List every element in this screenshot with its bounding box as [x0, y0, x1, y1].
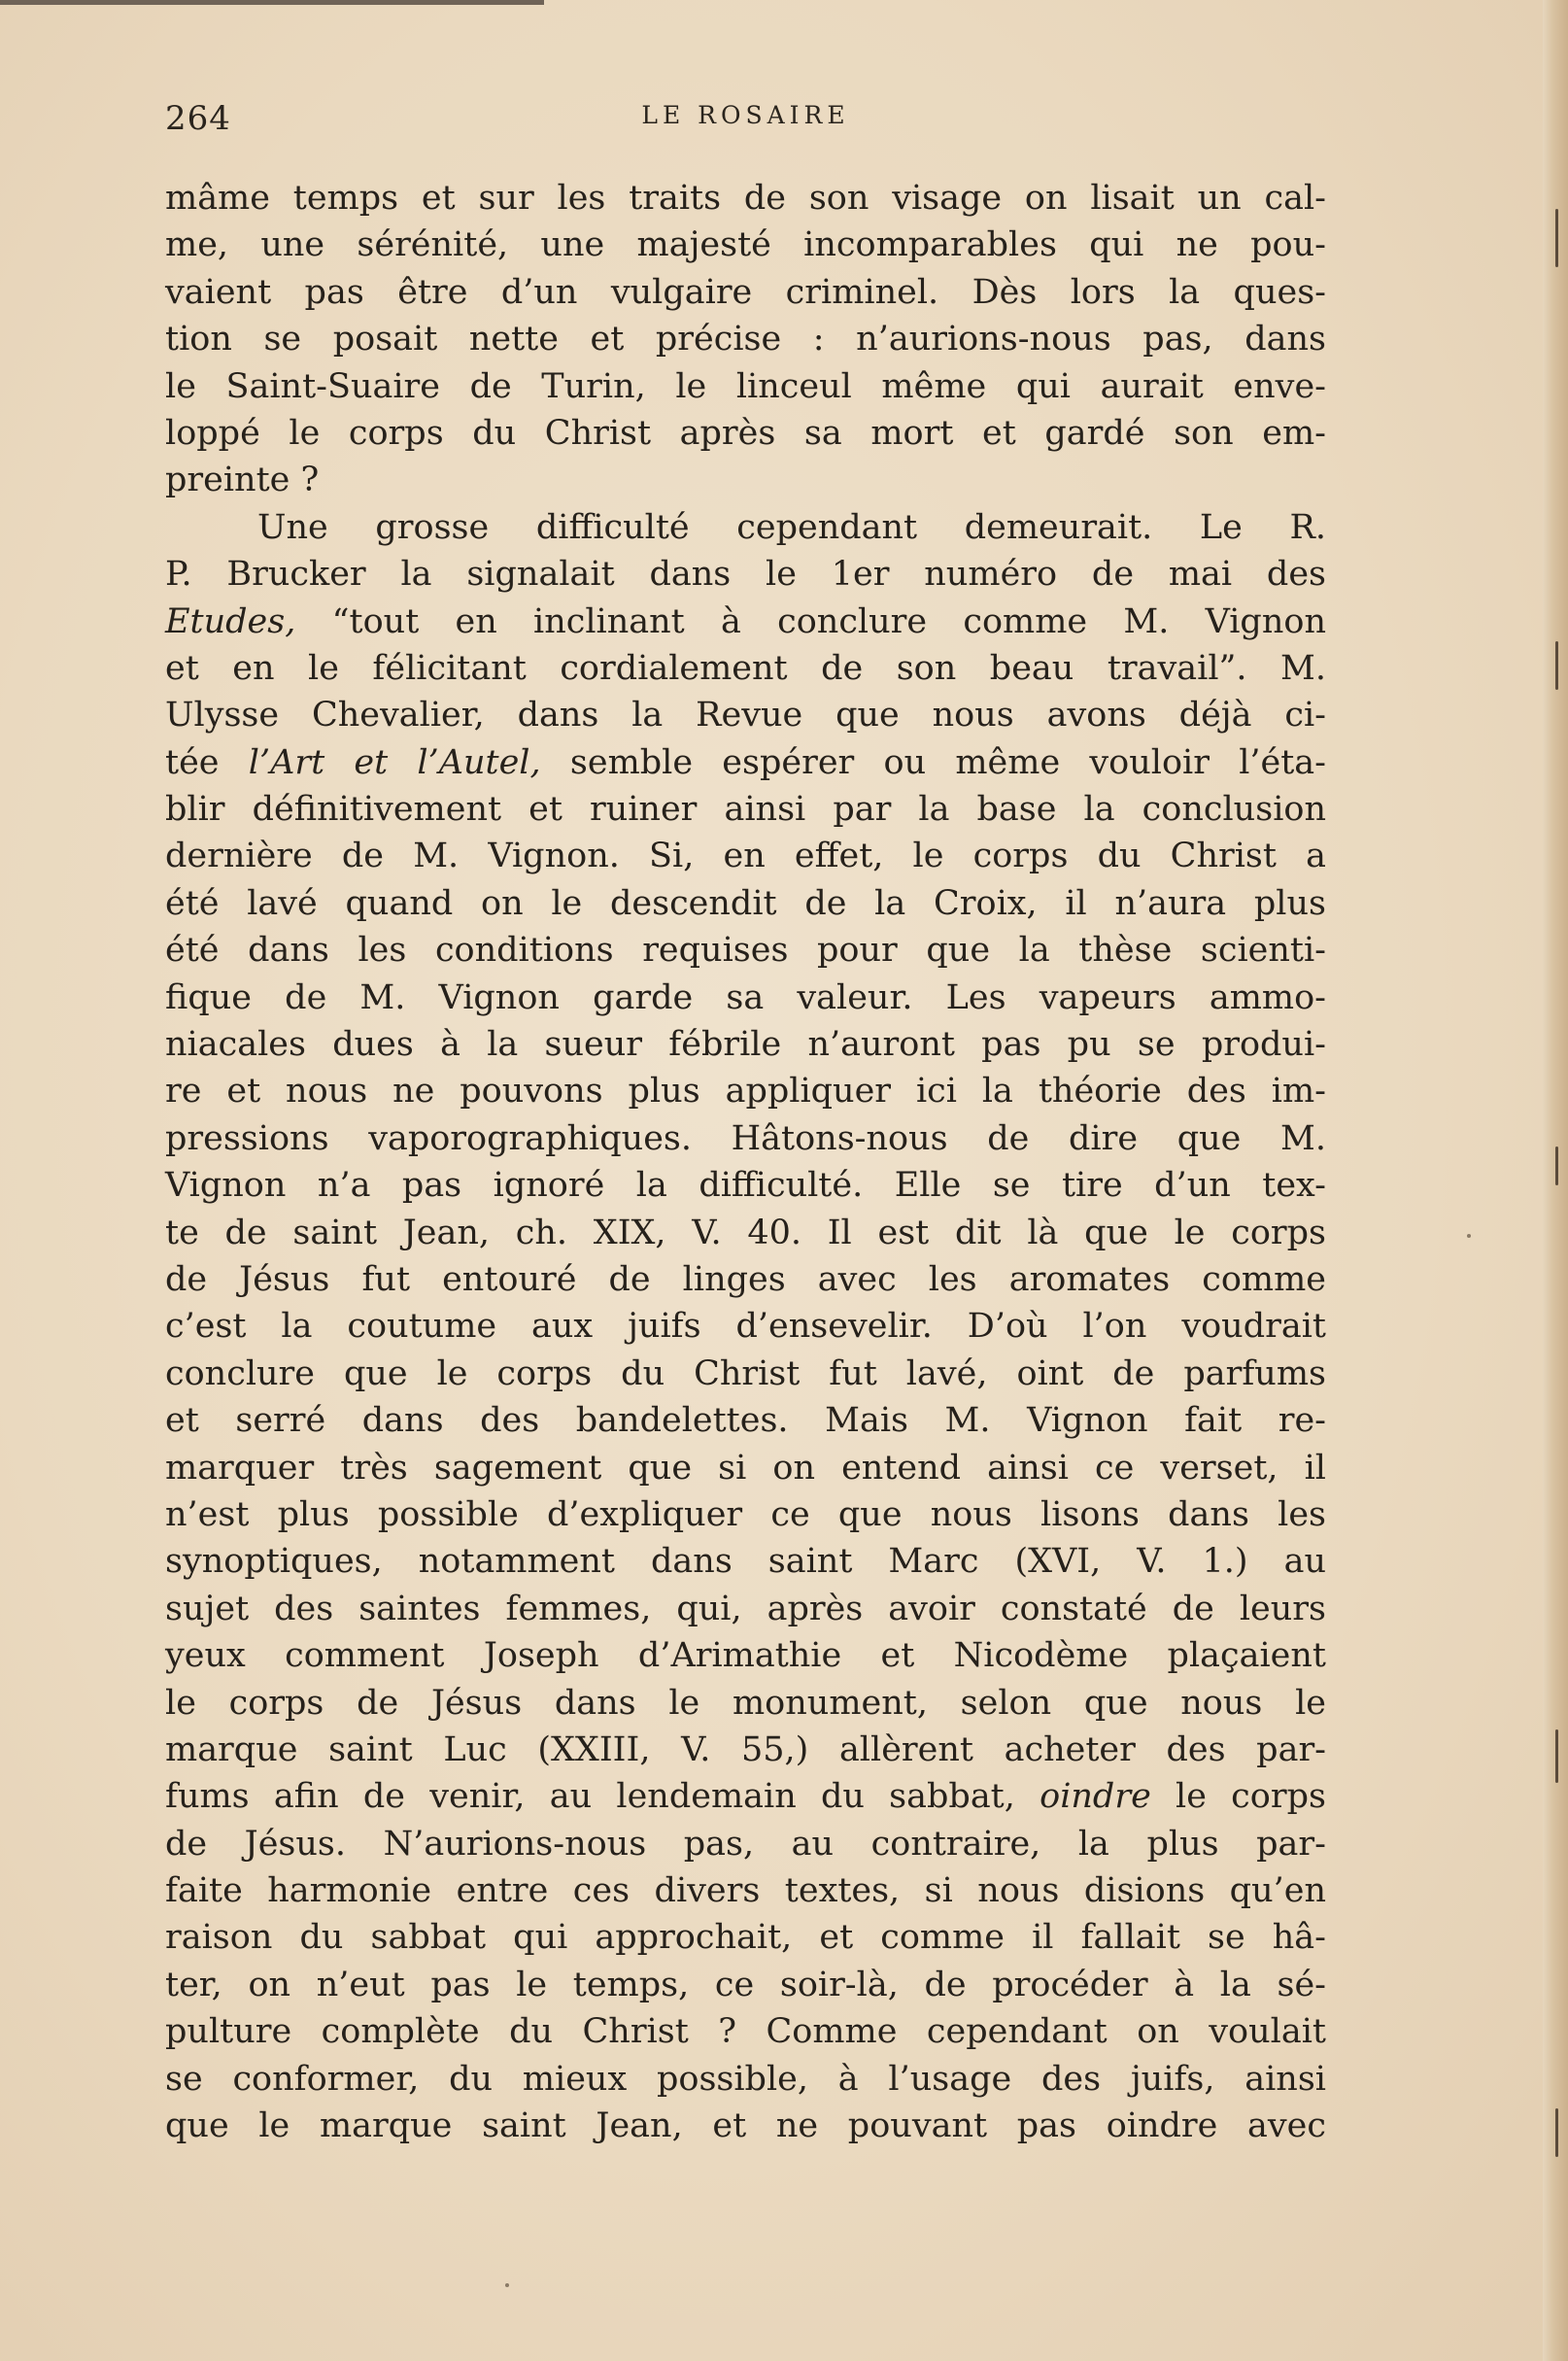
text-line: faite harmonie entre ces divers textes, si nous disions qu’en	[165, 1871, 1326, 1911]
text-line: marquer très sagement que si on entend ainsi ce verset, il	[165, 1448, 1326, 1488]
text-line: de Jésus fut entouré de linges avec les aromates comme	[165, 1259, 1326, 1299]
page-number: 264	[165, 99, 231, 138]
body-text	[165, 175, 1326, 2149]
text-line: yeux comment Joseph d’Arimathie et Nicodème plaçaient	[165, 1636, 1326, 1676]
text-line: de Jésus. N’aurions-nous pas, au contraire, la plus par-	[165, 1824, 1326, 1864]
text-line: fums afin de venir, au lendemain du sabbat, oindre le corps	[165, 1777, 1326, 1817]
text-line: tée l’Art et l’Autel, semble espérer ou même vouloir l’éta-	[165, 742, 1326, 782]
text-line: fique de M. Vignon garde sa valeur. Les vapeurs ammo-	[165, 977, 1326, 1017]
edge-mark	[1555, 2108, 1558, 2157]
text-line: re et nous ne pouvons plus appliquer ici la théorie des im-	[165, 1072, 1326, 1112]
text-line: conclure que le corps du Christ fut lavé, oint de parfums	[165, 1353, 1326, 1393]
text-line: se conformer, du mieux possible, à l’usage des juifs, ainsi	[165, 2059, 1326, 2099]
text-line: loppé le corps du Christ après sa mort et gardé son em-	[165, 413, 1326, 453]
text-line: niacales dues à la sueur fébrile n’auront pas pu se produi-	[165, 1025, 1326, 1065]
text-line: Etudes, “tout en inclinant à conclure comme M. Vignon	[165, 601, 1326, 641]
text-line: que le marque saint Jean, et ne pouvant pas oindre avec	[165, 2106, 1326, 2146]
text-line: raison du sabbat qui approchait, et comme il fallait se hâ-	[165, 1918, 1326, 1958]
paragraph-start-line: Une grosse difficulté cependant demeurait. Le R.	[257, 507, 1326, 547]
text-line: le Saint-Suaire de Turin, le linceul même qui aurait enve-	[165, 366, 1326, 406]
text-line: ter, on n’eut pas le temps, ce soir-là, de procéder à la sé-	[165, 1965, 1326, 2004]
text-line: blir définitivement et ruiner ainsi par la base la conclusion	[165, 790, 1326, 830]
text-line: et en le félicitant cordialement de son beau travail”. M.	[165, 648, 1326, 688]
italic-word: oindre	[1040, 1777, 1151, 1817]
edge-mark	[1555, 641, 1558, 690]
text-line: vaient pas être d’un vulgaire criminel. Dès lors la ques-	[165, 272, 1326, 312]
text-line: synoptiques, notamment dans saint Marc (XVI, V. 1.) au	[165, 1542, 1326, 1582]
paper-speck	[505, 2283, 509, 2287]
page-header	[165, 95, 1326, 146]
text-line: le corps de Jésus dans le monument, selon que nous le	[165, 1683, 1326, 1723]
text-line: et serré dans des bandelettes. Mais M. Vignon fait re-	[165, 1401, 1326, 1441]
text-line: été lavé quand on le descendit de la Croix, il n’aura plus	[165, 883, 1326, 923]
italic-title: l’Art et l’Autel,	[248, 742, 541, 782]
text-line: sujet des saintes femmes, qui, après avoir constaté de leurs	[165, 1589, 1326, 1628]
paper-speck	[1467, 1234, 1471, 1238]
italic-title: Etudes,	[165, 601, 296, 641]
text-line: dernière de M. Vignon. Si, en effet, le corps du Christ a	[165, 837, 1326, 876]
text-line: mâme temps et sur les traits de son visage on lisait un cal-	[165, 179, 1326, 218]
edge-mark	[1555, 209, 1558, 267]
text-line: tion se posait nette et précise : n’aurions-nous pas, dans	[165, 320, 1326, 359]
text-line: pressions vaporographiques. Hâtons-nous de dire que M.	[165, 1118, 1326, 1158]
running-head: LE ROSAIRE	[641, 101, 850, 129]
text-line: preinte ?	[165, 461, 320, 500]
text-line: c’est la coutume aux juifs d’ensevelir. D’où l’on voudrait	[165, 1307, 1326, 1347]
text-line: marque saint Luc (XXIII, V. 55,) allèrent acheter des par-	[165, 1729, 1326, 1769]
text-line: n’est plus possible d’expliquer ce que nous lisons dans les	[165, 1494, 1326, 1534]
text-line: me, une sérénité, une majesté incomparables qui ne pou-	[165, 225, 1326, 265]
text-line: Vignon n’a pas ignoré la difficulté. Elle se tire d’un tex-	[165, 1166, 1326, 1206]
text-line: Ulysse Chevalier, dans la Revue que nous avons déjà ci-	[165, 696, 1326, 736]
text-line: été dans les conditions requises pour que la thèse scienti-	[165, 931, 1326, 971]
edge-mark	[1555, 1146, 1558, 1185]
text-line: te de saint Jean, ch. XIX, V. 40. Il est dit là que le corps	[165, 1213, 1326, 1252]
edge-mark	[1555, 1729, 1558, 1783]
text-line: pulture complète du Christ ? Comme cependant on voulait	[165, 2012, 1326, 2052]
text-line: P. Brucker la signalait dans le 1er numéro de mai des	[165, 555, 1326, 595]
top-rule	[0, 0, 544, 5]
